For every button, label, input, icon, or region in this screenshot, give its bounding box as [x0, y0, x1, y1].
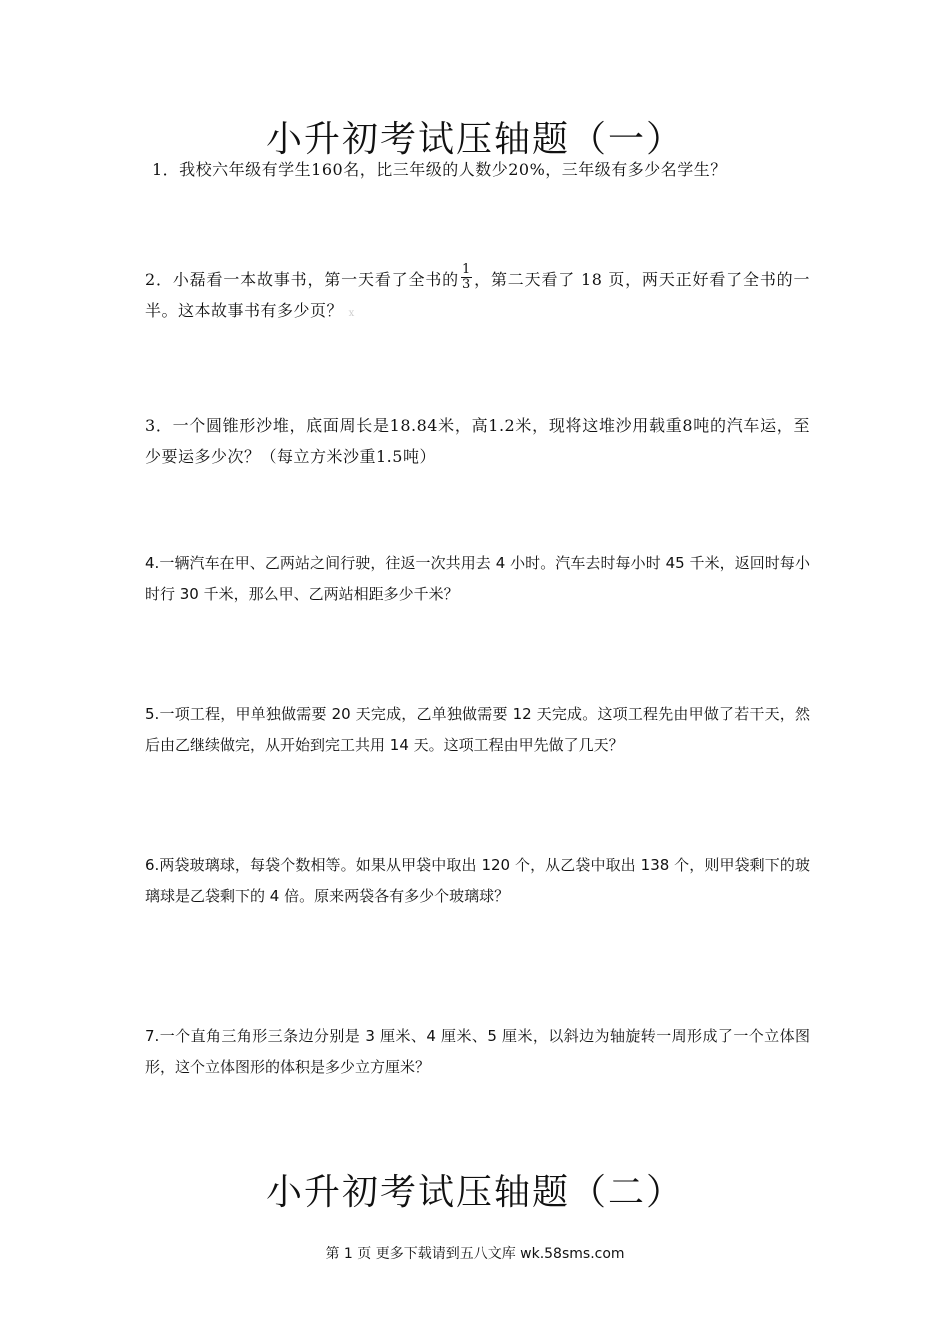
question-2: [145, 264, 810, 329]
question-5: 5.一项工程，甲单独做需要 20 天完成，乙单独做需要 12 天完成。这项工程先由甲做了若干天，然后由乙继续做完，从开始到完工共用 14 天。这项工程由甲先做了几天？: [145, 705, 810, 754]
fraction-denominator: 3: [462, 277, 471, 292]
question-1: 1．我校六年级有学生160名，比三年级的人数少20%，三年级有多少名学生？: [152, 160, 727, 179]
question-3: 3．一个圆锥形沙堆，底面周长是18.84米，高1.2米，现将这堆沙用载重8吨的汽车运，至少要运多少次？（每立方米沙重1.5吨）: [145, 416, 810, 466]
question-2-mark: x: [348, 308, 355, 319]
question-2-text-end: ，第二天看了 18 页，两天正好看了全书的一半。这本故事书有多少页？: [145, 270, 810, 320]
section-title-1: 小升初考试压轴题（一）: [265, 119, 684, 160]
question-7: 7.一个直角三角形三条边分别是 3 厘米、4 厘米、5 厘米，以斜边为轴旋转一周形成了一个立体图形，这个立体图形的体积是多少立方厘米？: [145, 1027, 810, 1076]
page-footer: 第 1 页 更多下载请到五八文库 wk.58sms.com: [325, 1246, 625, 1262]
section-title-2: 小升初考试压轴题（二）: [265, 1172, 684, 1213]
fraction-one-third: [461, 263, 472, 292]
fraction-numerator: 1: [462, 262, 471, 277]
question-2-text-start: 2．小磊看一本故事书，第一天看了全书的: [145, 270, 460, 289]
question-4: 4.一辆汽车在甲、乙两站之间行驶，往返一次共用去 4 小时。汽车去时每小时 45 千米，返回时每小时行 30 千米，那么甲、乙两站相距多少千米？: [145, 554, 810, 603]
question-6: 6.两袋玻璃球，每袋个数相等。如果从甲袋中取出 120 个，从乙袋中取出 138 个，则甲袋剩下的玻璃球是乙袋剩下的 4 倍。原来两袋各有多少个玻璃球？: [145, 856, 810, 905]
